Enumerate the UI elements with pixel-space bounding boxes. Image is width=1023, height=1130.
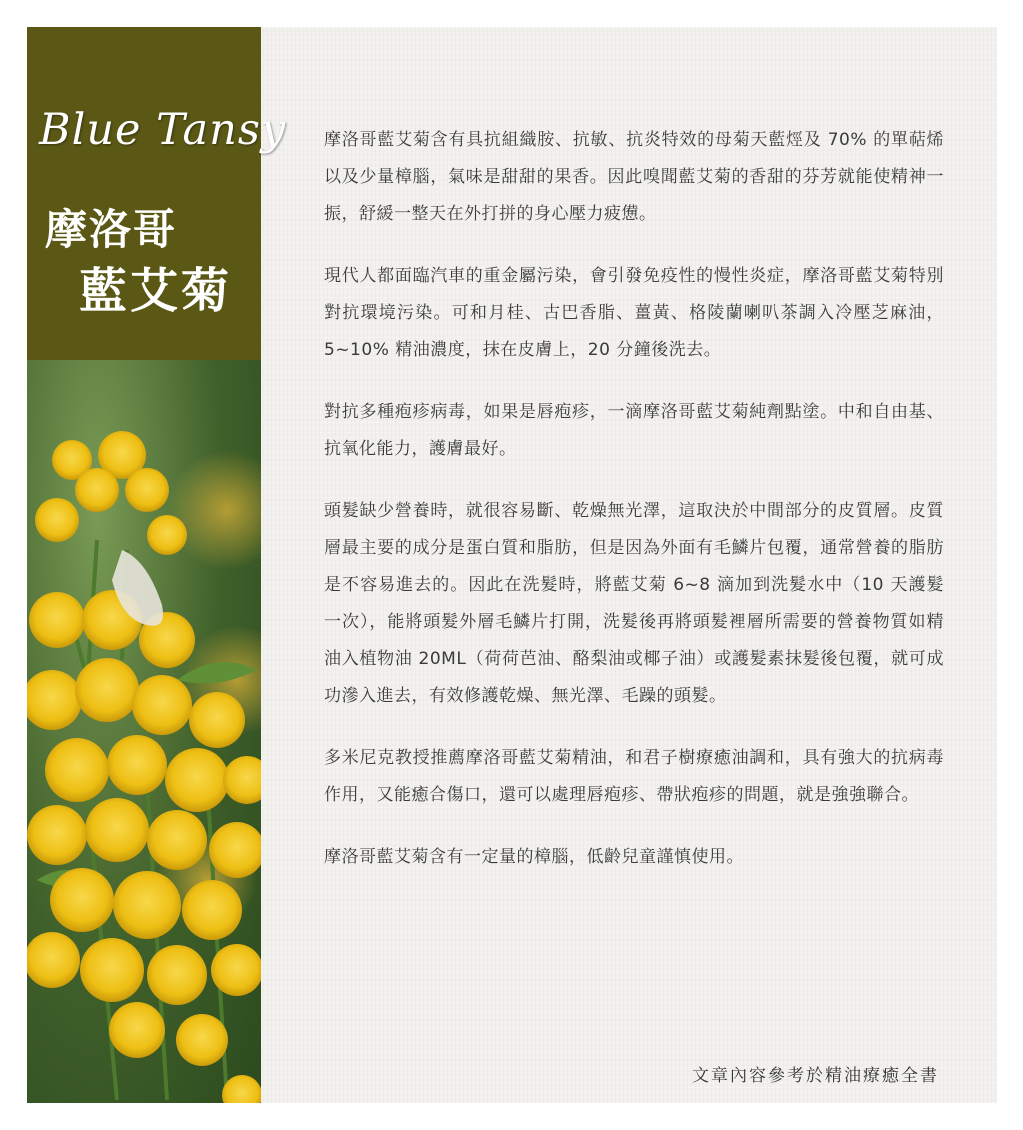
- paragraph-4: 頭髮缺少營養時，就很容易斷、乾燥無光澤，這取決於中間部分的皮質層。皮質層最主要的成分是蛋白質和脂肪，但是因為外面有毛鱗片包覆，通常營養的脂肪是不容易進去的。因此在洗髮時，將藍艾菊 6~8 滴加到洗髮水中（10 天護髮一次），能將頭髮外層毛鱗片打開，洗髮後再將頭髮裡層所需要的營養物質如精油入植物油 20ML（荷荷芭油、酪梨油或椰子油）或護髮素抹髮後包覆，就可成功滲入進去，有效修護乾燥、無光澤、毛躁的頭髮。: [324, 501, 944, 706]
- left-panel: [27, 27, 261, 1103]
- title-chinese-line2: 藍艾菊: [79, 263, 233, 319]
- article-body: [324, 122, 944, 901]
- paragraph-5: 多米尼克教授推薦摩洛哥藍艾菊精油，和君子樹療癒油調和，具有強大的抗病毒作用，又能癒合傷口，還可以處理唇疱疹、帶狀疱疹的問題，就是強強聯合。: [324, 748, 944, 805]
- title-english: Blue Tansy: [39, 105, 287, 155]
- paragraph-6: 摩洛哥藍艾菊含有一定量的樟腦，低齡兒童謹慎使用。: [324, 847, 744, 867]
- source-credit: 文章內容參考於精油療癒全書: [692, 1066, 939, 1086]
- paragraph-2: 現代人都面臨汽車的重金屬污染，會引發免疫性的慢性炎症，摩洛哥藍艾菊特別對抗環境污染。可和月桂、古巴香脂、薑黃、格陵蘭喇叭茶調入冷壓芝麻油，5~10% 精油濃度，抹在皮膚上，20 分鐘後洗去。: [324, 266, 944, 360]
- tansy-flowers-illustration: [27, 360, 261, 1103]
- title-chinese-line1: 摩洛哥: [45, 205, 178, 254]
- flower-photo: [27, 360, 261, 1103]
- title-block: [27, 27, 261, 360]
- paragraph-3: 對抗多種疱疹病毒，如果是唇疱疹，一滴摩洛哥藍艾菊純劑點塗。中和自由基、抗氧化能力，護膚最好。: [324, 402, 944, 459]
- paragraph-1: 摩洛哥藍艾菊含有具抗組織胺、抗敏、抗炎特效的母菊天藍烴及 70% 的單萜烯以及少量樟腦，氣味是甜甜的果香。因此嗅聞藍艾菊的香甜的芬芳就能使精神一振，舒緩一整天在外打拼的身心壓力疲憊。: [324, 130, 944, 224]
- article-card: [27, 27, 997, 1103]
